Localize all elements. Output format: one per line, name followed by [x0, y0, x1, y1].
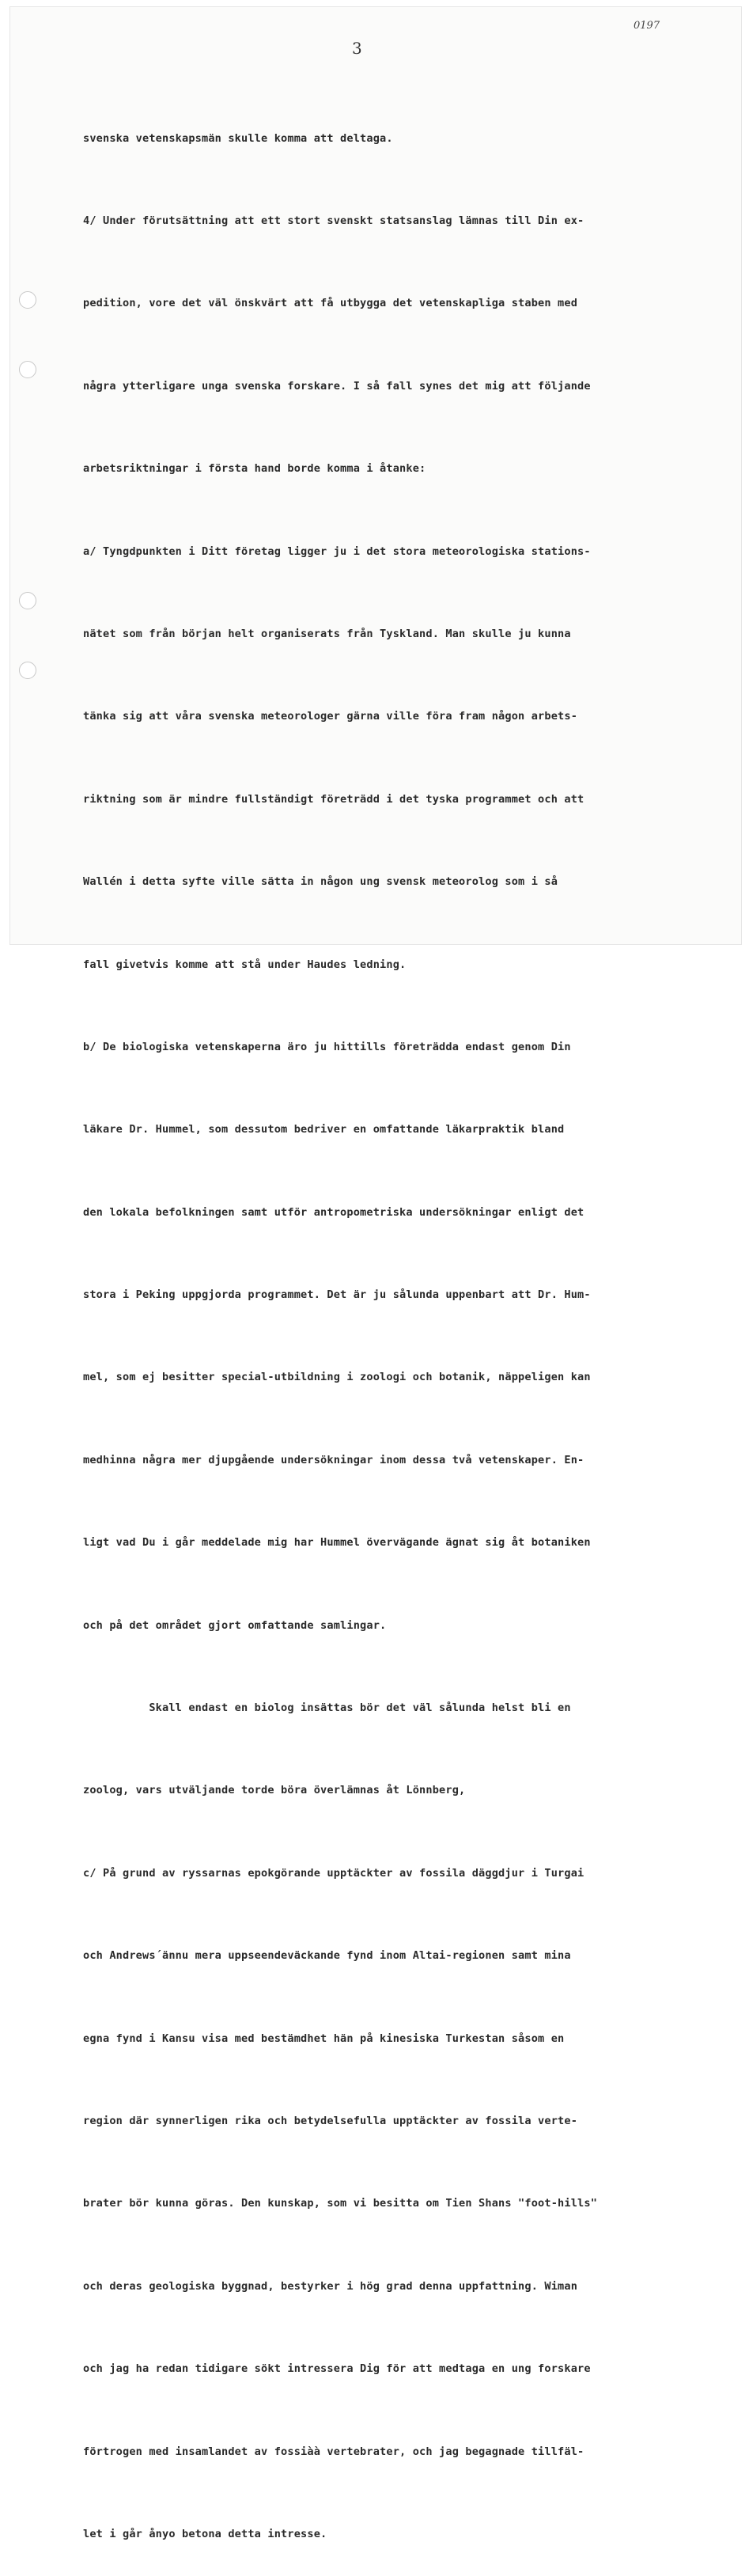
text-line: arbetsriktningar i första hand borde komma i åtanke: — [83, 462, 426, 476]
text-line: och deras geologiska byggnad, bestyrker i hög grad denna uppfattning. Wiman — [83, 2279, 578, 2293]
text-line: Skall endast en biolog insättas bör det väl sålunda helst bli en — [83, 1702, 571, 1715]
text-line: förtrogen med insamlandet av fossiàà vertebrater, och jag begagnade tillfäl- — [83, 2445, 584, 2458]
text-line: fall givetvis komme att stå under Haudes ledning. — [83, 958, 407, 971]
text-line: några ytterligare unga svenska forskare. I så fall synes det mig att följande — [83, 379, 591, 393]
text-line: nätet som från början helt organiserats från Tyskland. Man skulle ju kunna — [83, 627, 571, 640]
archive-number: 0197 — [634, 20, 660, 32]
text-line: och Andrews´ännu mera uppseendeväckande fynd inom Altai-regionen samt mina — [83, 1949, 571, 1963]
text-line: tänka sig att våra svenska meteorologer gärna ville föra fram någon arbets- — [83, 710, 578, 723]
text-line: 4/ Under förutsättning att ett stort svenskt statsanslag lämnas till Din ex- — [83, 214, 584, 227]
text-line: riktning som är mindre fullständigt företrädd i det tyska programmet och att — [83, 792, 584, 806]
text-line: den lokala befolkningen samt utför antropometriska undersökningar enligt det — [83, 1205, 584, 1219]
text-line: svenska vetenskapsmän skulle komma att deltaga. — [83, 131, 393, 145]
text-line: Wallén i detta syfte ville sätta in någon ung svensk meteorolog som i så — [83, 875, 558, 889]
text-line: let i går ånyo betona detta intresse. — [83, 2527, 327, 2540]
text-line: medhinna några mer djupgående undersökningar inom dessa två vetenskaper. En- — [83, 1453, 584, 1466]
text-line: ligt vad Du i går meddelade mig har Hummel övervägande ägnat sig åt botaniken — [83, 1536, 591, 1550]
text-line: egna fynd i Kansu visa med bestämdhet hän på kinesiska Turkestan såsom en — [83, 2032, 565, 2045]
text-line: zoolog, vars utväljande torde böra överlämnas åt Lönnberg, — [83, 1784, 466, 1797]
text-line: region där synnerligen rika och betydelsefulla upptäckter av fossila verte- — [83, 2114, 578, 2127]
punch-hole — [19, 592, 36, 609]
text-line: och på det området gjort omfattande samlingar. — [83, 1618, 387, 1632]
text-line: och jag ha redan tidigare sökt intressera Dig för att medtaga en ung forskare — [83, 2362, 591, 2376]
punch-hole — [19, 361, 36, 378]
text-line: pedition, vore det väl önskvärt att få utbygga det vetenskapliga staben med — [83, 297, 578, 310]
punch-hole — [19, 662, 36, 679]
text-line: c/ På grund av ryssarnas epokgörande upptäckter av fossila däggdjur i Turgai — [83, 1866, 584, 1880]
punch-hole — [19, 291, 36, 309]
text-line: brater bör kunna göras. Den kunskap, som vi besitta om Tien Shans "foot-hills" — [83, 2197, 598, 2210]
text-line: mel, som ej besitter special-utbildning i zoologi och botanik, näppeligen kan — [83, 1371, 591, 1384]
text-line: a/ Tyngdpunkten i Ditt företag ligger ju i det stora meteorologiska stations- — [83, 544, 591, 558]
text-line: b/ De biologiska vetenskaperna äro ju hittills företrädda endast genom Din — [83, 1040, 571, 1053]
text-line: läkare Dr. Hummel, som dessutom bedriver en omfattande läkarpraktik bland — [83, 1123, 565, 1136]
text-line: stora i Peking uppgjorda programmet. Det är ju sålunda uppenbart att Dr. Hum- — [83, 1288, 591, 1302]
letter-body — [83, 70, 725, 2576]
page-number: 3 — [352, 39, 362, 58]
